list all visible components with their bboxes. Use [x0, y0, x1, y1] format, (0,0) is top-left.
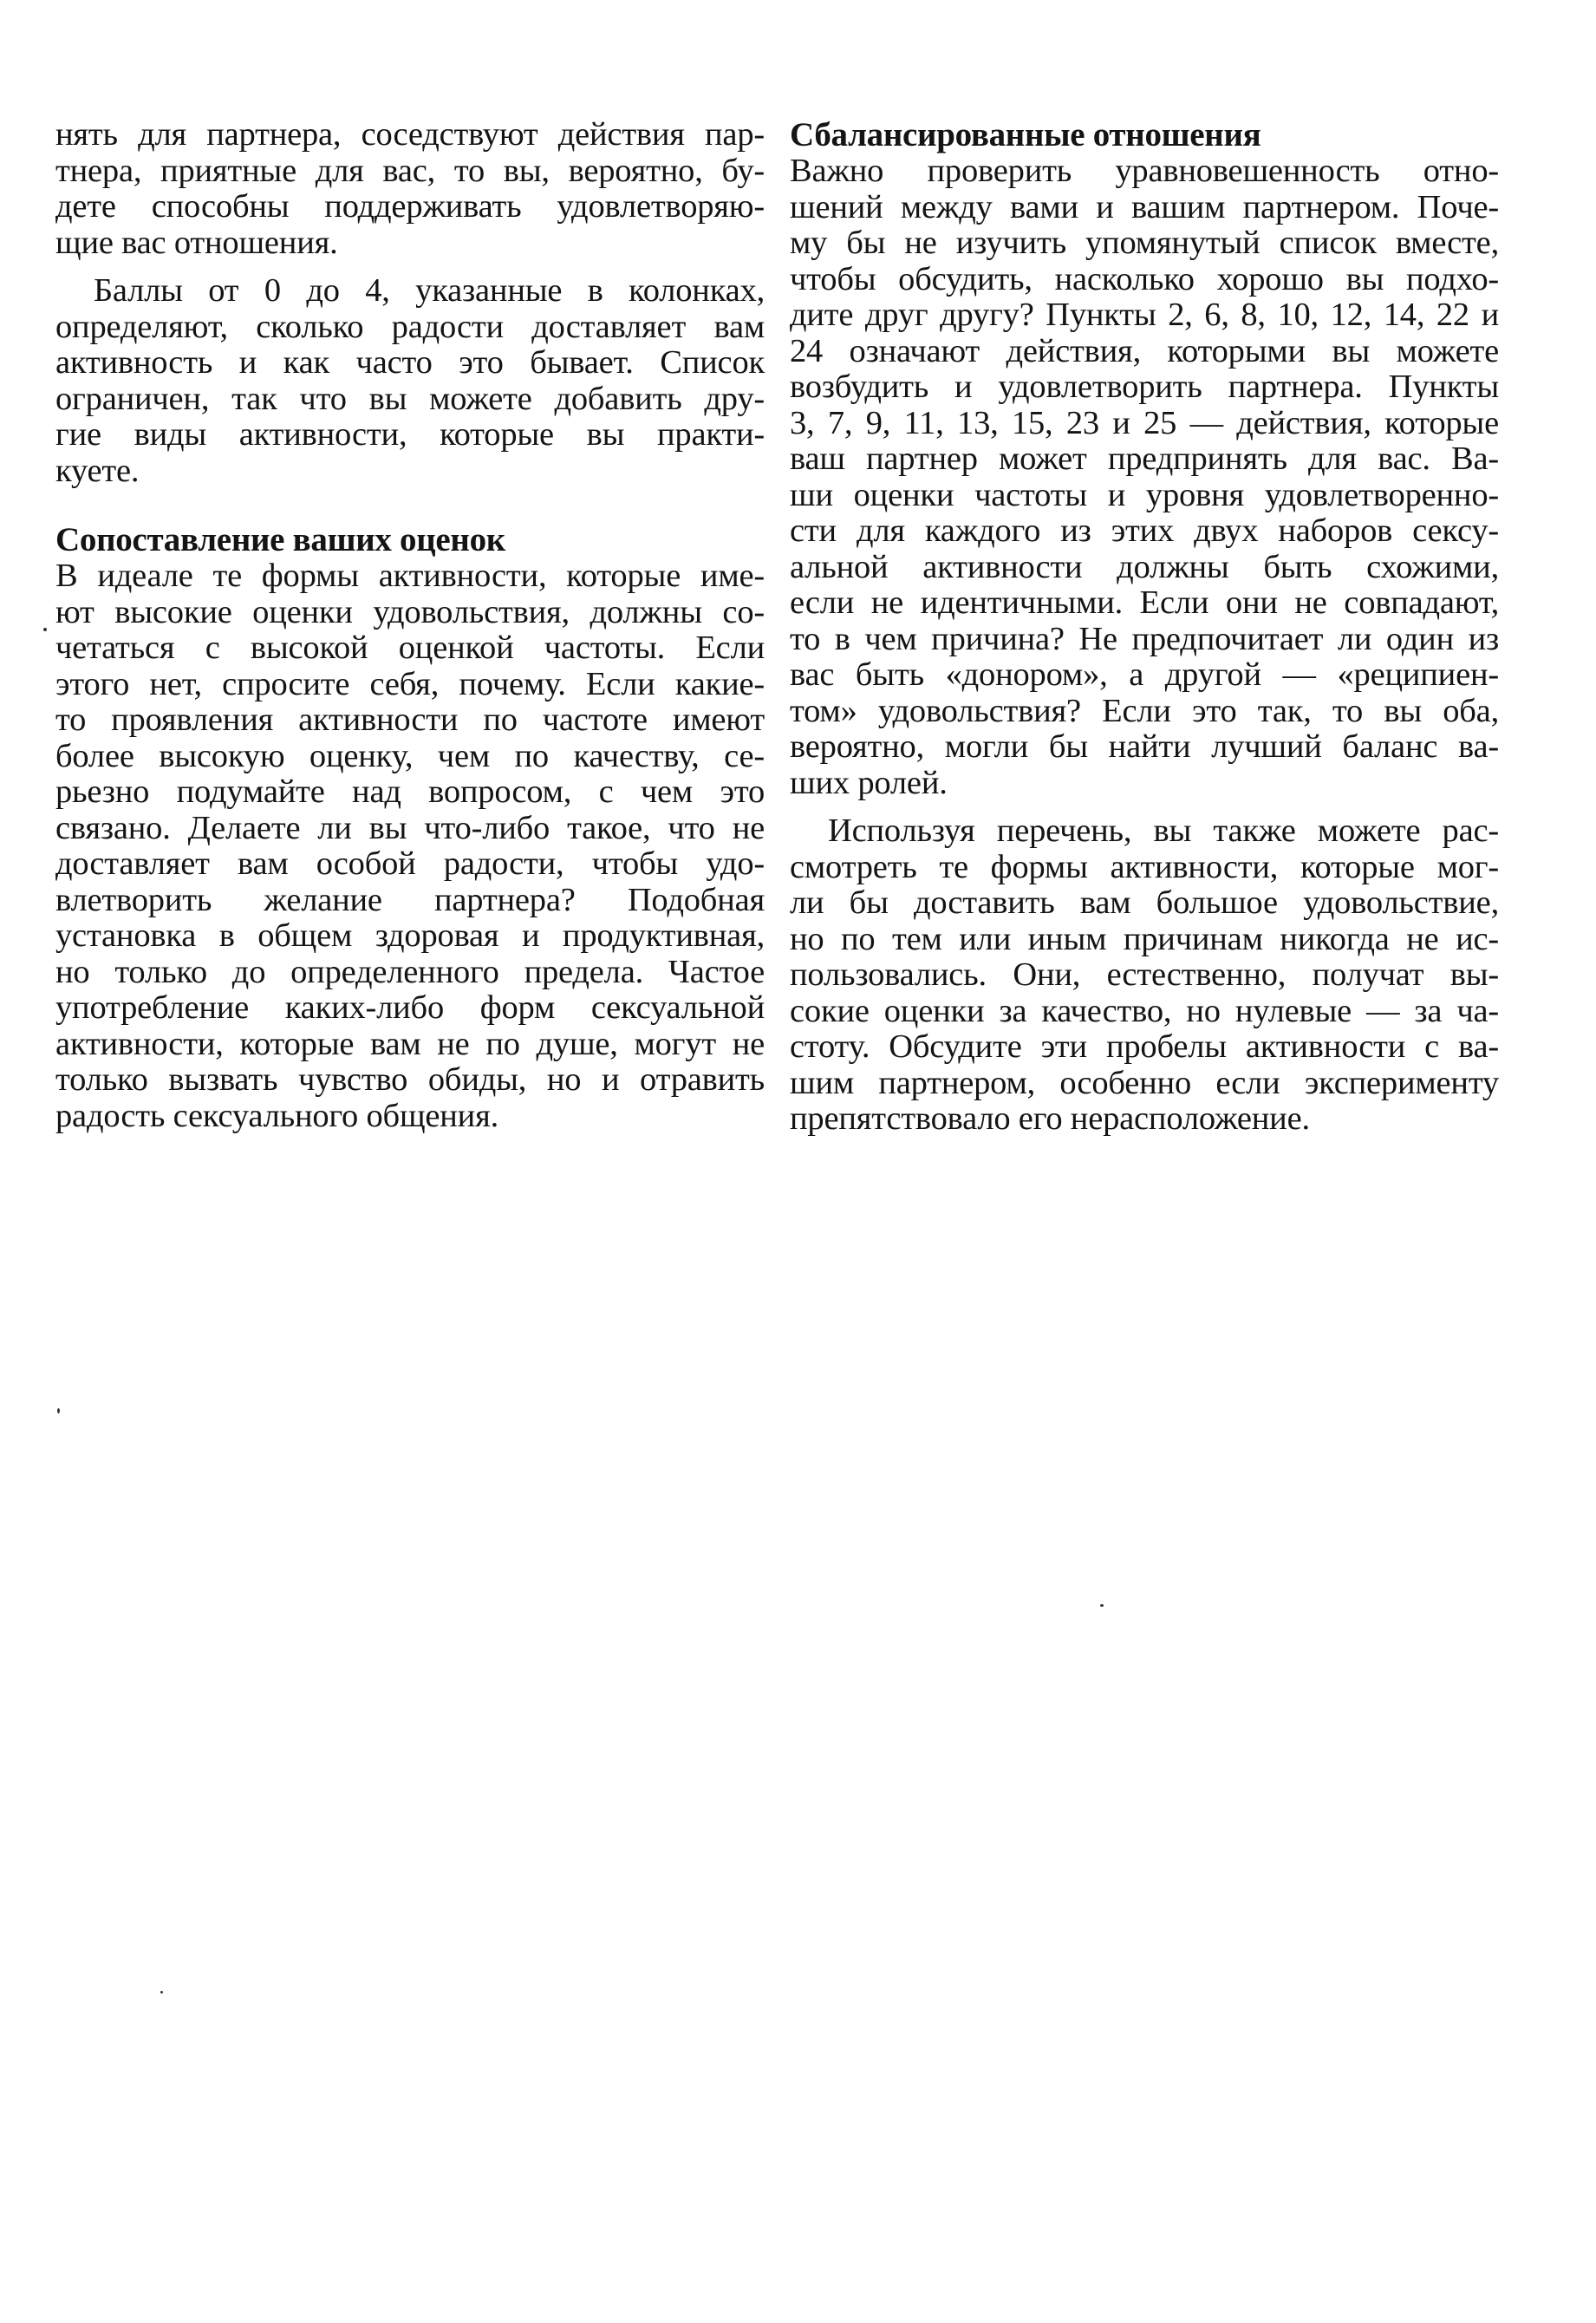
text-line: 3, 7, 9, 11, 13, 15, 23 и 25 — действия, которые: [790, 404, 1499, 441]
text-line: доставляет вам особой радости, чтобы удо-: [55, 845, 765, 882]
left-column: [55, 117, 765, 1134]
text-line: му бы не изучить упомянутый список вместе,: [790, 225, 1499, 261]
text-line: сокие оценки за качество, но нулевые — за ча-: [790, 992, 1499, 1029]
section-heading: Сбалансированные отношения: [790, 116, 1261, 153]
text-line: шений между вами и вашим партнером. Поче-: [790, 188, 1499, 225]
text-line: но только до определенного предела. Частое: [55, 953, 765, 990]
text-line: альной активности должны быть схожими,: [790, 548, 1499, 585]
text-line: радость сексуального общения.: [55, 1097, 499, 1134]
text-line: дете способны поддерживать удовлетворяю-: [55, 188, 765, 225]
text-line: тнера, приятные для вас, то вы, вероятно, бу-: [55, 152, 765, 189]
text-line: ши оценки частоты и уровня удовлетвореннo-: [790, 476, 1499, 513]
text-line: четаться с высокой оценкой частоты. Если: [55, 630, 765, 666]
text-line: то в чем причина? Не предпочитает ли один из: [790, 620, 1499, 657]
text-line: чтобы обсудить, насколько хорошо вы подхо-: [790, 260, 1499, 297]
text-line: куете.: [55, 452, 140, 489]
text-line: этого нет, спросите себя, почему. Если какие-: [55, 665, 765, 702]
text-line: 24 означают действия, которыми вы можете: [790, 332, 1499, 369]
text-line: нять для партнера, соседствуют действия пар-: [55, 116, 765, 153]
text-line: ограничен, так что вы можете добавить дру-: [55, 380, 765, 417]
text-line: если не идентичными. Если они не совпадают,: [790, 584, 1499, 621]
text-line: вас быть «донором», а другой — «реципиен-: [790, 656, 1499, 693]
scan-speck: [43, 628, 47, 631]
text-line: употребление каких-либо форм сексуальной: [55, 989, 765, 1026]
text-line: стоту. Обсудите эти пробелы активности с ва-: [790, 1028, 1499, 1065]
text-line: гие виды активности, которые вы практи-: [55, 416, 765, 453]
text-line: Баллы от 0 до 4, указанные в колонках,: [94, 272, 765, 309]
paragraph: [55, 273, 765, 489]
text-line: более высокую оценку, чем по качеству, се-: [55, 737, 765, 774]
text-line: активность и как часто это бывает. Список: [55, 344, 765, 381]
section-heading: Сопоставление ваших оценок: [55, 521, 505, 558]
text-line: вероятно, могли бы найти лучший баланс ва-: [790, 728, 1499, 765]
text-line: связано. Делаете ли вы что-либо такое, что не: [55, 809, 765, 846]
text-line: Используя перечень, вы также можете рас-: [828, 812, 1499, 849]
text-line: определяют, сколько радости доставляет вам: [55, 308, 765, 345]
text-line: препятствовало его нерасположение.: [790, 1100, 1310, 1137]
text-line: активности, которые вам не по душе, могут не: [55, 1025, 765, 1062]
text-line: ют высокие оценки удовольствия, должны со-: [55, 593, 765, 630]
text-line: щие вас отношения.: [55, 224, 338, 261]
paragraph: [790, 153, 1499, 801]
scan-speck: [1100, 1604, 1104, 1607]
text-line: ших ролей.: [790, 764, 948, 801]
text-line: установка в общем здоровая и продуктивная,: [55, 917, 765, 954]
paragraph: [55, 558, 765, 1134]
text-line: Важно проверить уравновешенность отно-: [790, 153, 1499, 189]
text-line: рьезно подумайте над вопросом, с чем это: [55, 773, 765, 810]
paragraph: [55, 117, 765, 261]
text-line: пользовались. Они, естественно, получат вы-: [790, 956, 1499, 993]
text-line: возбудить и удовлетворить партнера. Пункты: [790, 369, 1499, 405]
text-line: ли бы доставить вам большое удовольствие,: [790, 884, 1499, 921]
text-line: но по тем или иным причинам никогда не ис-: [790, 920, 1499, 957]
text-line: шим партнером, особенно если эксперименту: [790, 1064, 1499, 1101]
scan-speck: [160, 1991, 163, 1993]
text-line: то проявления активности по частоте имеют: [55, 701, 765, 738]
paragraph: [790, 813, 1499, 1138]
text-line: влетворить желание партнера? Подобная: [55, 881, 765, 918]
text-line: дите друг другу? Пункты 2, 6, 8, 10, 12, 14, 22 и: [790, 297, 1499, 333]
text-line: только вызвать чувство обиды, но и отравить: [55, 1061, 765, 1098]
text-line: сти для каждого из этих двух наборов сексу-: [790, 512, 1499, 549]
right-column: [790, 117, 1499, 1138]
text-line: том» удовольствия? Если это так, то вы оба,: [790, 692, 1499, 729]
text-line: ваш партнер может предпринять для вас. Ва-: [790, 440, 1499, 477]
text-line: В идеале те формы активности, которые име-: [55, 558, 765, 594]
text-line: смотреть те формы активности, которые мог-: [790, 848, 1499, 885]
scan-speck: [57, 1408, 60, 1413]
